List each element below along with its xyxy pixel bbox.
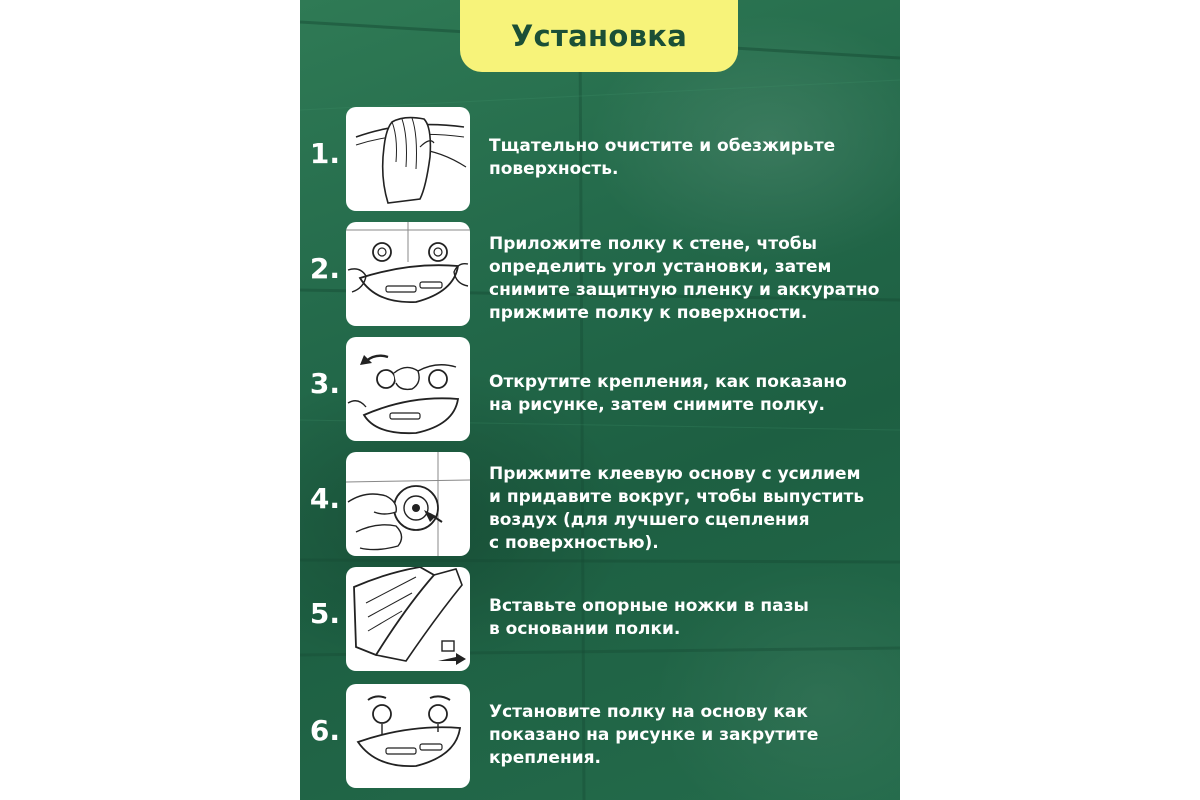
step-number: 3. — [309, 367, 340, 400]
step-number: 1. — [309, 137, 340, 170]
step-text: Прижмите клеевую основу с усилием и придавите вокруг, чтобы выпустить воздух (для лучшего сцепления с поверхностью). — [489, 464, 865, 553]
page-title: Установка — [510, 19, 688, 53]
step-text: Приложите полку к стене, чтобы определить угол установки, затем снимите защитную пленку и аккуратно прижмите полку к поверхности. — [489, 234, 880, 323]
header-banner — [460, 0, 738, 72]
instruction-panel — [300, 0, 900, 800]
unscrew-mounts-illustration — [346, 337, 470, 441]
step-text: Тщательно очистите и обезжирьте поверхность. — [489, 136, 836, 179]
press-adhesive-base-illustration — [346, 452, 470, 556]
attach-shelf-illustration — [346, 222, 470, 326]
step-text: Установите полку на основу как показано на рисунке и закрутите крепления. — [489, 702, 819, 768]
step-6 — [300, 684, 900, 790]
step-1 — [300, 107, 900, 213]
step-number: 2. — [309, 252, 340, 285]
step-text: Вставьте опорные ножки в пазы в основании полки. — [489, 596, 809, 639]
insert-support-legs-illustration — [346, 567, 470, 671]
step-5 — [300, 567, 900, 673]
step-2 — [300, 222, 900, 328]
step-text: Открутите крепления, как показано на рисунке, затем снимите полку. — [489, 372, 847, 415]
wipe-surface-illustration — [346, 107, 470, 211]
step-number: 5. — [309, 597, 340, 630]
step-number: 6. — [309, 714, 340, 747]
step-number: 4. — [309, 482, 340, 515]
mount-shelf-illustration — [346, 684, 470, 788]
step-3 — [300, 337, 900, 443]
step-4 — [300, 452, 900, 558]
